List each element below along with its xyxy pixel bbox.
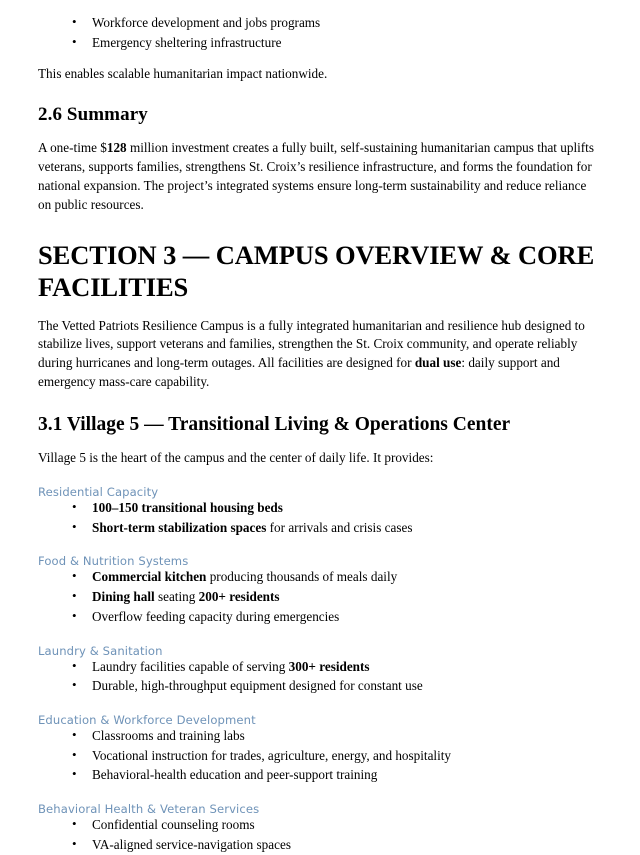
bullet-text: Classrooms and training labs bbox=[92, 728, 245, 744]
bullet-text: Durable, high-throughput equipment designed for constant use bbox=[92, 678, 423, 694]
bullet-text: seating bbox=[154, 589, 199, 605]
category-label-education-workforce-development: Education & Workforce Development bbox=[38, 713, 256, 728]
village-heading: 3.1 Village 5 — Transitional Living & Operations Center bbox=[38, 414, 511, 435]
list-item bbox=[66, 816, 596, 835]
bullet-text: Workforce development and jobs programs bbox=[92, 15, 321, 30]
bullet-text: Behavioral-health education and peer-support training bbox=[92, 767, 378, 783]
summary-text-post: million investment creates a fully built, self-sustaining humanitarian campus that uplifts veterans, supports families, strengthens St. Croix’s resilience infrastructure, and forms the foundation for national expansion. The project’s integrated systems ensure long-term sustainability and reduce reliance on public resources. bbox=[38, 140, 594, 212]
bullet-bold-2: 200+ residents bbox=[198, 589, 280, 605]
list-item bbox=[66, 14, 596, 33]
list-item bbox=[66, 727, 596, 746]
section-intro-bold: dual use bbox=[414, 355, 462, 371]
bullet-text: for arrivals and crisis cases bbox=[266, 519, 413, 535]
summary-heading: 2.6 Summary bbox=[38, 104, 148, 126]
bullet-text: Confidential counseling rooms bbox=[92, 817, 255, 833]
village-intro-paragraph: Village 5 is the heart of the campus and the center of daily life. It provides: bbox=[38, 450, 434, 465]
category-label-residential-capacity: Residential Capacity bbox=[38, 484, 159, 499]
bullet-text: Overflow feeding capacity during emergencies bbox=[92, 608, 340, 624]
top-bullet-list bbox=[38, 14, 596, 52]
bullet-text: Laundry facilities capable of serving bbox=[92, 658, 289, 674]
summary-text-pre: A one-time $ bbox=[38, 140, 107, 156]
list-item bbox=[66, 519, 596, 538]
list-item bbox=[66, 608, 596, 627]
section-heading: SECTION 3 — CAMPUS OVERVIEW & CORE FACILITIES bbox=[38, 239, 595, 303]
summary-amount: 128 bbox=[106, 140, 127, 156]
summary-paragraph bbox=[38, 139, 596, 215]
category-label-laundry-sanitation: Laundry & Sanitation bbox=[38, 643, 163, 658]
section-intro-paragraph bbox=[38, 317, 596, 393]
bullet-bold: Short-term stabilization spaces bbox=[92, 519, 267, 535]
section-intro-post: : daily support and emergency mass-care capability. bbox=[38, 355, 560, 390]
food-nutrition-list bbox=[38, 568, 596, 626]
list-item bbox=[66, 677, 596, 696]
list-item bbox=[66, 836, 596, 855]
bullet-bold: 100–150 transitional housing beds bbox=[92, 499, 283, 515]
list-item bbox=[66, 499, 596, 518]
top-paragraph: This enables scalable humanitarian impact nationwide. bbox=[38, 66, 328, 82]
laundry-sanitation-list bbox=[38, 658, 596, 696]
residential-capacity-list bbox=[38, 499, 596, 537]
education-workforce-list bbox=[38, 727, 596, 785]
category-label-behavioral-health-veteran-services: Behavioral Health & Veteran Services bbox=[38, 802, 260, 817]
list-item bbox=[66, 568, 596, 587]
behavioral-health-list bbox=[38, 816, 596, 854]
bullet-text: producing thousands of meals daily bbox=[206, 569, 398, 585]
bullet-bold-2: 300+ residents bbox=[288, 658, 370, 674]
list-item bbox=[66, 588, 596, 607]
bullet-text: Emergency sheltering infrastructure bbox=[92, 34, 282, 50]
list-item bbox=[66, 34, 596, 53]
bullet-bold: Commercial kitchen bbox=[92, 569, 207, 585]
bullet-bold: Dining hall bbox=[92, 589, 155, 605]
list-item bbox=[66, 766, 596, 785]
bullet-text: Vocational instruction for trades, agriculture, energy, and hospitality bbox=[92, 747, 452, 763]
section-intro-pre: The Vetted Patriots Resilience Campus is a fully integrated humanitarian and resilience hub designed to stabilize lives, support veterans and families, strengthen the St. Croix community, and operate reliably during hurricanes and long-term outages. All facilities are designed for bbox=[38, 317, 585, 371]
list-item bbox=[66, 747, 596, 766]
bullet-text: VA-aligned service-navigation spaces bbox=[92, 836, 291, 852]
list-item bbox=[66, 658, 596, 677]
category-label-food-nutrition-systems: Food & Nutrition Systems bbox=[38, 554, 189, 569]
